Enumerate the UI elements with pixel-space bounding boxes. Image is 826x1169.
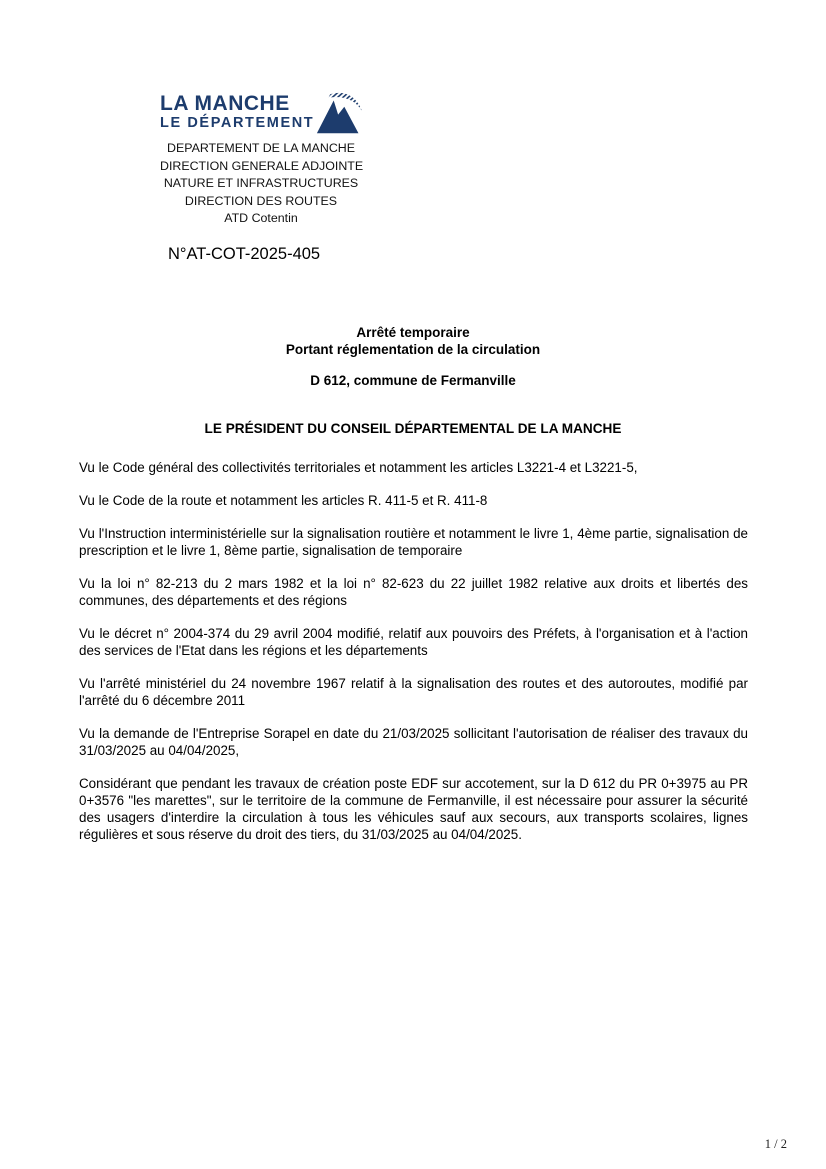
doc-subject-line: D 612, commune de Fermanville xyxy=(310,373,516,388)
org-line: NATURE ET INFRASTRUCTURES xyxy=(163,176,359,191)
logo-subtitle: LE DÉPARTEMENT xyxy=(160,115,315,131)
title-block xyxy=(0,324,826,389)
org-line: DIRECTION GENERALE ADJOINTE xyxy=(160,158,364,173)
letterhead xyxy=(160,93,362,228)
org-line: DEPARTEMENT DE LA MANCHE xyxy=(167,141,355,155)
body-paragraph: Vu la demande de l'Entreprise Sorapel en date du 21/03/2025 sollicitant l'autorisation de réaliser des travaux du 31/03/2025 au 04/04/2025, xyxy=(79,726,748,758)
body-paragraph: Vu l'Instruction interministérielle sur la signalisation routière et notamment le livre 1, 4ème partie, signalisation de prescription et le livre 1, 8ème partie, signalisation de temporaire xyxy=(79,526,748,558)
body-paragraph: Vu l'arrêté ministériel du 24 novembre 1967 relatif à la signalisation des routes et des autoroutes, modifié par l'arrêté du 6 décembre 2011 xyxy=(79,676,748,708)
authority-heading: LE PRÉSIDENT DU CONSEIL DÉPARTEMENTAL DE LA MANCHE xyxy=(204,421,622,436)
manche-swoosh-icon xyxy=(316,87,362,137)
body-paragraph: Vu le décret n° 2004-374 du 29 avril 2004 modifié, relatif aux pouvoirs des Préfets, à l'organisation et à l'action des services de l'Etat dans les régions et les départements xyxy=(79,626,748,658)
body-paragraph: Vu la loi n° 82-213 du 2 mars 1982 et la loi n° 82-623 du 22 juillet 1982 relative aux droits et libertés des communes, des départements et des régions xyxy=(79,576,748,608)
body-paragraph: Vu le Code général des collectivités territoriales et notamment les articles L3221-4 et L3221-5, xyxy=(79,460,638,475)
doc-title-line1: Arrêté temporaire xyxy=(356,325,470,340)
org-lines xyxy=(160,140,362,228)
org-line: DIRECTION DES ROUTES xyxy=(184,193,338,208)
logo-text-block xyxy=(160,93,314,131)
document-number: N°AT-COT-2025-405 xyxy=(168,245,321,263)
body-paragraph: Vu le Code de la route et notamment les articles R. 411-5 et R. 411-8 xyxy=(79,493,488,508)
document-body xyxy=(79,459,748,859)
body-paragraph: Considérant que pendant les travaux de création poste EDF sur accotement, sur la D 612 du PR 0+3975 au PR 0+3576 "les marettes", sur le territoire de la commune de Fermanville, il est nécessaire pour assurer la sécurité des usagers d'interdire la circulation à tous les véhicules sauf aux secours, aux transports scolaires, lignes régulières et sous réserve du droit des tiers, du 31/03/2025 au 04/04/2025. xyxy=(79,776,748,842)
page-number: 1 / 2 xyxy=(764,1137,787,1151)
org-line: ATD Cotentin xyxy=(224,211,298,226)
department-logo xyxy=(160,93,362,137)
logo-title: LA MANCHE xyxy=(160,92,290,115)
doc-title-line2: Portant réglementation de la circulation xyxy=(285,342,541,357)
